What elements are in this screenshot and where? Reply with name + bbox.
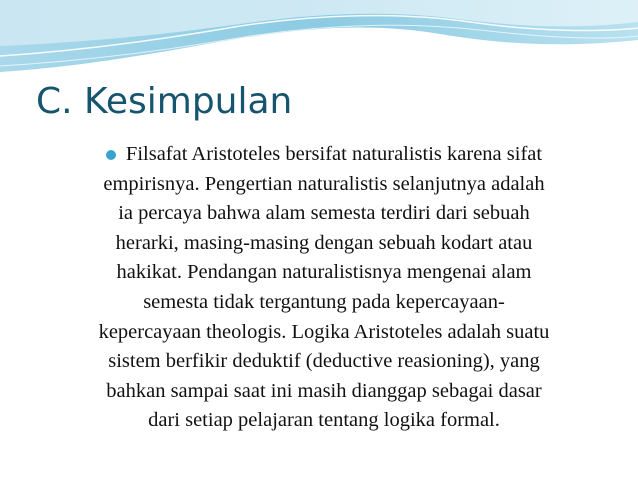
paragraph-line-2: empirisnya. Pengertian naturalistis selanjutnya adalah <box>103 172 545 195</box>
paragraph-line-9: bahkan sampai saat ini masih dianggap sebagai dasar <box>106 379 542 402</box>
paragraph-line-10: dari setiap pelajaran tentang logika formal. <box>148 409 500 432</box>
paragraph-line-3: ia percaya bahwa alam semesta terdiri dari sebuah <box>118 202 530 225</box>
paragraph-line-4: herarki, masing-masing dengan sebuah kodart atau <box>115 231 533 254</box>
paragraph-line-7: kepercayaan theologis. Logika Aristoteles adalah suatu <box>98 320 550 343</box>
paragraph-line-text: Filsafat Aristoteles bersifat naturalistis karena sifat <box>125 143 543 165</box>
paragraph-line-1 <box>44 140 604 170</box>
paragraph-line-5: hakikat. Pendangan naturalistisnya mengenai alam <box>116 261 532 284</box>
paragraph-line-6: semesta tidak tergantung pada kepercayaan- <box>143 290 505 313</box>
bullet-paragraph <box>44 140 604 436</box>
bullet-icon <box>106 150 116 160</box>
slide-title: C. Kesimpulan <box>36 81 293 122</box>
paragraph-line-8: sistem berfikir deduktif (deductive reasioning), yang <box>108 350 540 373</box>
wave-header-decoration <box>0 0 638 75</box>
